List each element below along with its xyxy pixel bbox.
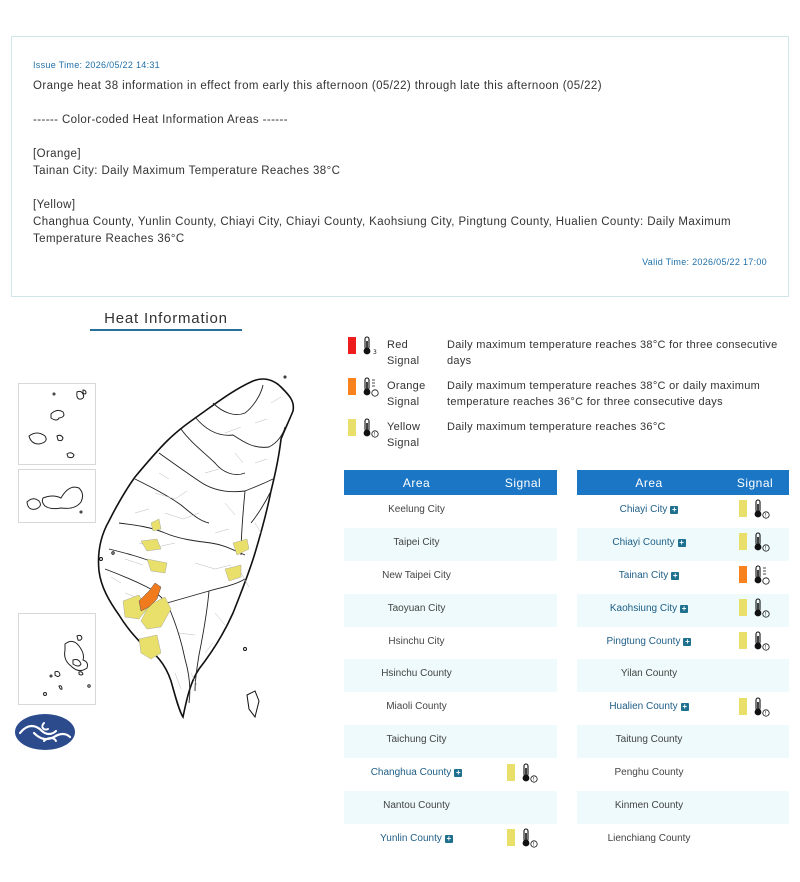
area-kinmen-county: Kinmen County <box>577 791 721 824</box>
yellow-text-line1: Changhua County, Yunlin County, Chiayi City, Chiayi County, Kaohsiung City, Pingtung County, Hualien County: Daily Maximum <box>33 216 732 228</box>
expand-plus-icon[interactable]: + <box>679 537 684 547</box>
signal-cell <box>721 495 789 528</box>
expand-plus-icon[interactable]: + <box>682 702 688 712</box>
signal-indicator <box>739 499 771 519</box>
signal-cell <box>489 495 557 528</box>
signal-indicator <box>739 598 771 618</box>
section-title: Heat Information <box>90 310 242 331</box>
legend-description: Daily maximum temperature reaches 36°C <box>447 421 666 433</box>
thermometer-icon <box>752 499 770 519</box>
map-inset-kinmen <box>18 469 96 523</box>
orange-text: Tainan City: Daily Maximum Temperature Reaches 38°C <box>33 165 341 177</box>
map-inset-penghu <box>18 613 96 705</box>
legend-swatch <box>348 378 356 395</box>
area-kaohsiung-city[interactable]: Kaohsiung City + <box>577 594 721 627</box>
table-row <box>344 725 557 758</box>
expand-plus-icon[interactable]: + <box>685 636 690 646</box>
areas-heading: ------ Color-coded Heat Information Areas ------ <box>33 114 289 126</box>
signal-cell <box>489 824 557 857</box>
signal-swatch <box>507 829 515 846</box>
area-miaoli-county: Miaoli County <box>386 701 447 713</box>
legend-yellow-signal <box>348 419 788 459</box>
yellow-text-line2: Temperature Reaches 36°C <box>33 233 185 245</box>
area-changhua-county[interactable]: Changhua County + <box>370 767 461 779</box>
expand-plus-icon[interactable]: + <box>681 603 687 613</box>
legend-name: Red Signal <box>387 339 420 367</box>
area-penghu-county: Penghu County <box>614 767 684 779</box>
area-taitung-county: Taitung County <box>577 725 721 758</box>
area-table-right <box>577 470 789 857</box>
thermometer-3days-icon <box>361 336 379 356</box>
svg-text:!: ! <box>764 513 767 520</box>
penghu-islands-icon <box>19 614 97 706</box>
area-hsinchu-city: Hsinchu City <box>388 635 445 647</box>
signal-indicator <box>739 697 771 717</box>
kinmen-islands-icon <box>19 470 97 524</box>
thermometer-icon <box>752 565 770 585</box>
area-taichung-city: Taichung City <box>344 725 489 758</box>
signal-cell <box>489 561 557 594</box>
expand-plus-icon[interactable]: + <box>672 504 677 514</box>
expand-plus-icon[interactable]: + <box>672 570 678 580</box>
area-tainan-city[interactable]: Tainan City + <box>618 569 678 581</box>
table-row <box>577 594 789 627</box>
yellow-label: [Yellow] <box>33 199 76 211</box>
thermometer-icon <box>520 828 538 848</box>
area-taoyuan-city: Taoyuan City <box>344 594 489 627</box>
signal-indicator <box>739 565 771 585</box>
table-row <box>344 659 557 692</box>
header-area: Area <box>577 470 721 495</box>
table-row <box>577 824 789 857</box>
header-signal: Signal <box>721 470 789 495</box>
signal-swatch <box>739 533 747 550</box>
orange-label: [Orange] <box>33 148 81 160</box>
signal-swatch <box>739 599 747 616</box>
area-yilan-county: Yilan County <box>577 659 721 692</box>
signal-cell <box>721 791 789 824</box>
signal-swatch <box>739 566 747 583</box>
expand-plus-icon[interactable]: + <box>446 833 452 843</box>
signal-cell <box>721 659 789 692</box>
thermometer-icon <box>752 631 770 651</box>
svg-text:!: ! <box>764 612 767 619</box>
thermometer-icon <box>520 763 538 783</box>
area-hualien-county[interactable]: Hualien County + <box>609 701 688 713</box>
area-chiayi-city[interactable]: Chiayi City + <box>619 503 677 515</box>
legend-name: Yellow Signal <box>387 421 421 449</box>
area-keelung-city: Keelung City <box>388 503 445 515</box>
signal-indicator <box>739 532 771 552</box>
table-row <box>344 758 557 791</box>
area-pingtung-county[interactable]: Pingtung County + <box>606 635 690 647</box>
signal-cell <box>489 758 557 791</box>
area-yunlin-county[interactable]: Yunlin County + <box>380 832 452 844</box>
table-row <box>344 528 557 561</box>
svg-text:!: ! <box>764 645 767 651</box>
legend-name: Orange Signal <box>387 380 426 408</box>
signal-cell <box>489 528 557 561</box>
table-row <box>344 594 557 627</box>
table-row <box>577 561 789 594</box>
table-row <box>344 627 557 660</box>
signal-cell <box>721 725 789 758</box>
legend-description: Daily maximum temperature reaches 38°C or daily maximum temperature reaches 36°C for three consecutive days <box>447 380 761 408</box>
thermometer-icon <box>752 697 770 717</box>
expand-plus-icon[interactable]: + <box>455 768 461 778</box>
table-row <box>344 561 557 594</box>
table-row <box>577 659 789 692</box>
area-lienchiang-county: Lienchiang County <box>607 832 691 844</box>
matsu-islands-icon <box>19 384 97 466</box>
header-area: Area <box>344 470 489 495</box>
legend-swatch <box>348 419 356 436</box>
thermometer-36-icon <box>361 418 379 438</box>
thermometer-38-icon <box>361 377 379 397</box>
headline: Orange heat 38 information in effect from early this afternoon (05/22) through late this afternoon (05/22) <box>33 80 602 92</box>
thermometer-icon <box>752 532 770 552</box>
svg-text:!: ! <box>373 432 376 438</box>
table-row <box>577 791 789 824</box>
cwa-logo <box>14 713 76 751</box>
signal-cell <box>489 791 557 824</box>
taiwan-heat-map <box>95 373 305 723</box>
map-inset-matsu <box>18 383 96 465</box>
table-row <box>344 692 557 725</box>
signal-cell <box>721 758 789 791</box>
svg-text:!: ! <box>764 546 767 553</box>
area-nantou-county: Nantou County <box>344 791 489 824</box>
legend-orange-signal <box>348 378 788 418</box>
signal-swatch <box>739 500 747 517</box>
signal-swatch <box>507 764 515 781</box>
valid-time: Valid Time: 2026/05/22 17:00 <box>642 257 767 267</box>
issue-time: Issue Time: 2026/05/22 14:31 <box>33 60 160 70</box>
legend-description: Daily maximum temperature reaches 38°C for three consecutive days <box>447 339 778 367</box>
signal-cell <box>721 692 789 725</box>
signal-swatch <box>739 632 747 649</box>
table-row <box>344 824 557 857</box>
heat-info-panel <box>11 36 789 297</box>
signal-cell <box>721 561 789 594</box>
area-hsinchu-county: Hsinchu County <box>344 659 489 692</box>
legend-red-signal <box>348 337 788 377</box>
svg-text:!: ! <box>532 776 535 783</box>
signal-cell <box>721 528 789 561</box>
signal-cell <box>721 594 789 627</box>
table-row <box>577 495 789 528</box>
signal-cell <box>721 824 789 857</box>
area-taipei-city: Taipei City <box>344 528 489 561</box>
thermometer-icon <box>752 598 770 618</box>
table-row <box>577 725 789 758</box>
signal-cell <box>489 627 557 660</box>
table-row <box>577 692 789 725</box>
table-row <box>577 627 789 660</box>
signal-swatch <box>739 698 747 715</box>
svg-text:3: 3 <box>373 349 377 356</box>
table-row <box>577 758 789 791</box>
area-table-left <box>344 470 557 857</box>
signal-cell <box>489 594 557 627</box>
table-row <box>344 791 557 824</box>
header-signal: Signal <box>489 470 557 495</box>
signal-cell <box>721 627 789 660</box>
svg-text:!: ! <box>764 710 767 717</box>
svg-text:!: ! <box>532 842 535 849</box>
signal-indicator <box>507 763 539 783</box>
signal-cell <box>489 725 557 758</box>
signal-indicator <box>739 631 771 651</box>
signal-cell <box>489 692 557 725</box>
area-chiayi-county[interactable]: Chiayi County + <box>577 528 721 561</box>
signal-indicator <box>507 828 539 848</box>
table-row <box>344 495 557 528</box>
area-new-taipei-city: New Taipei City <box>382 569 451 581</box>
table-row <box>577 528 789 561</box>
signal-cell <box>489 659 557 692</box>
legend-swatch <box>348 337 356 354</box>
